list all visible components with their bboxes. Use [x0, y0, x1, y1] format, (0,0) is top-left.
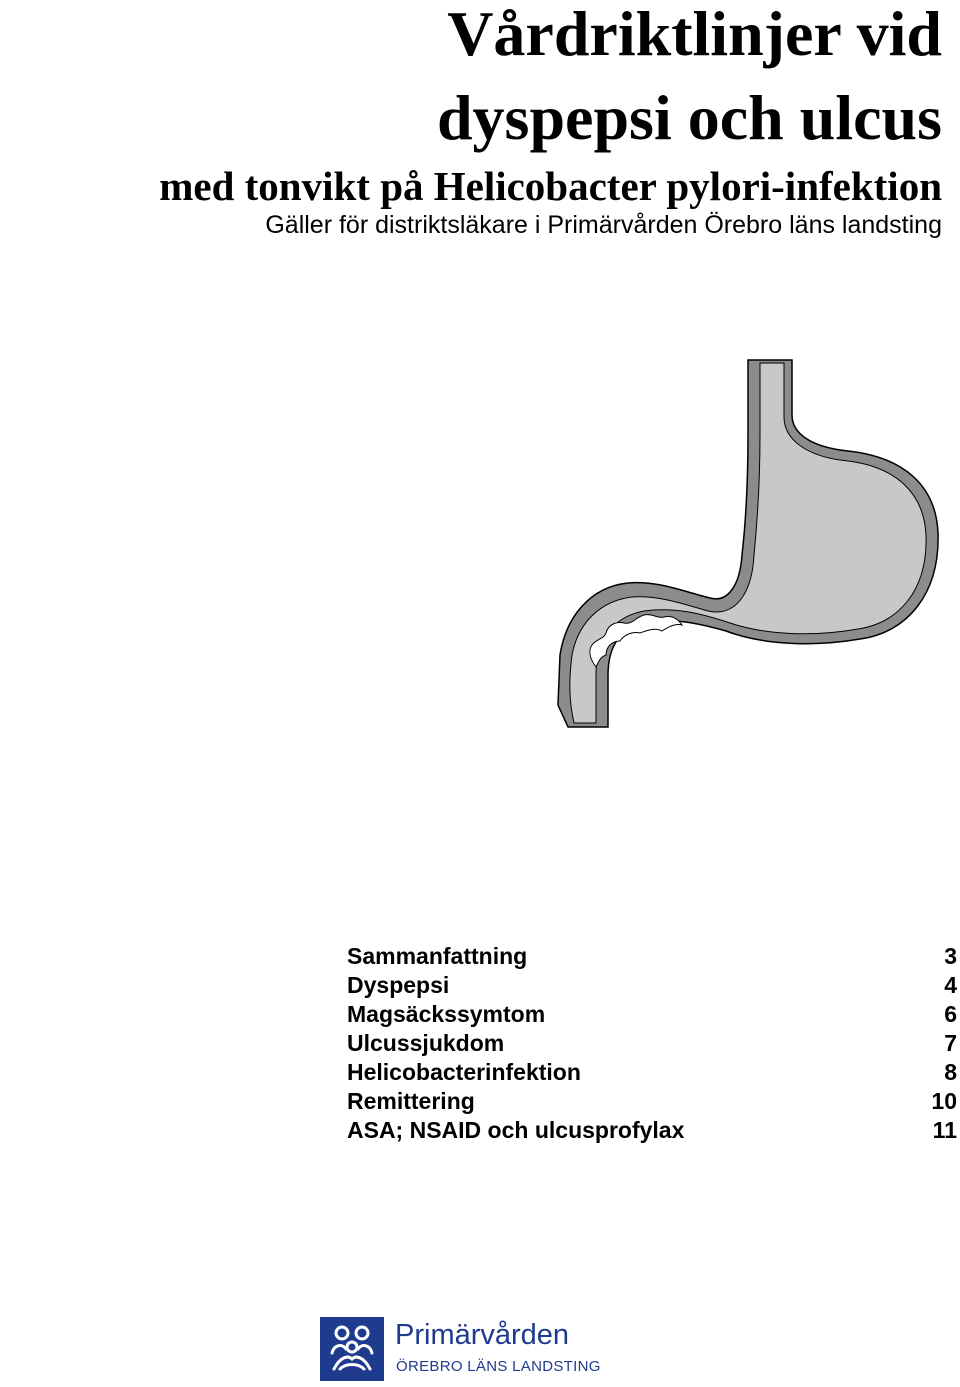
- table-of-contents: [347, 942, 957, 1145]
- subtitle: med tonvikt på Helicobacter pylori-infektion: [159, 163, 942, 209]
- toc-page-number: 3: [944, 943, 957, 969]
- toc-row[interactable]: [347, 1087, 957, 1116]
- toc-label: Helicobacterinfektion: [347, 1059, 581, 1085]
- toc-row[interactable]: [347, 1116, 957, 1145]
- toc-page-number: 4: [944, 972, 957, 998]
- toc-label: ASA; NSAID och ulcusprofylax: [347, 1117, 685, 1143]
- toc-page-number: 8: [944, 1059, 957, 1085]
- toc-page-number: 6: [944, 1001, 957, 1027]
- applies-to-text: Gäller för distriktsläkare i Primärvården Örebro läns landsting: [265, 211, 942, 239]
- primarvarden-logo: [320, 1317, 600, 1381]
- logo-mark-icon: [320, 1317, 384, 1381]
- title-line-2: dyspepsi och ulcus: [436, 82, 942, 153]
- toc-label: Dyspepsi: [347, 972, 450, 998]
- toc-label: Ulcussjukdom: [347, 1030, 505, 1056]
- toc-row[interactable]: [347, 1000, 957, 1029]
- toc-label: Remittering: [347, 1088, 475, 1114]
- toc-label: Sammanfattning: [347, 943, 528, 969]
- logo-county: ÖREBRO LÄNS LANDSTING: [396, 1358, 601, 1375]
- toc-page-number: 10: [931, 1088, 957, 1114]
- logo-name: Primärvården: [395, 1319, 570, 1351]
- toc-row[interactable]: [347, 971, 957, 1000]
- toc-row[interactable]: [347, 1029, 957, 1058]
- toc-row[interactable]: [347, 1058, 957, 1087]
- title-line-1: Vårdriktlinjer vid: [447, 0, 942, 69]
- toc-page-number: 7: [944, 1030, 957, 1056]
- stomach-illustration: [548, 355, 948, 735]
- toc-label: Magsäckssymtom: [347, 1001, 546, 1027]
- toc-page-number: 11: [932, 1117, 957, 1143]
- toc-row[interactable]: [347, 942, 957, 971]
